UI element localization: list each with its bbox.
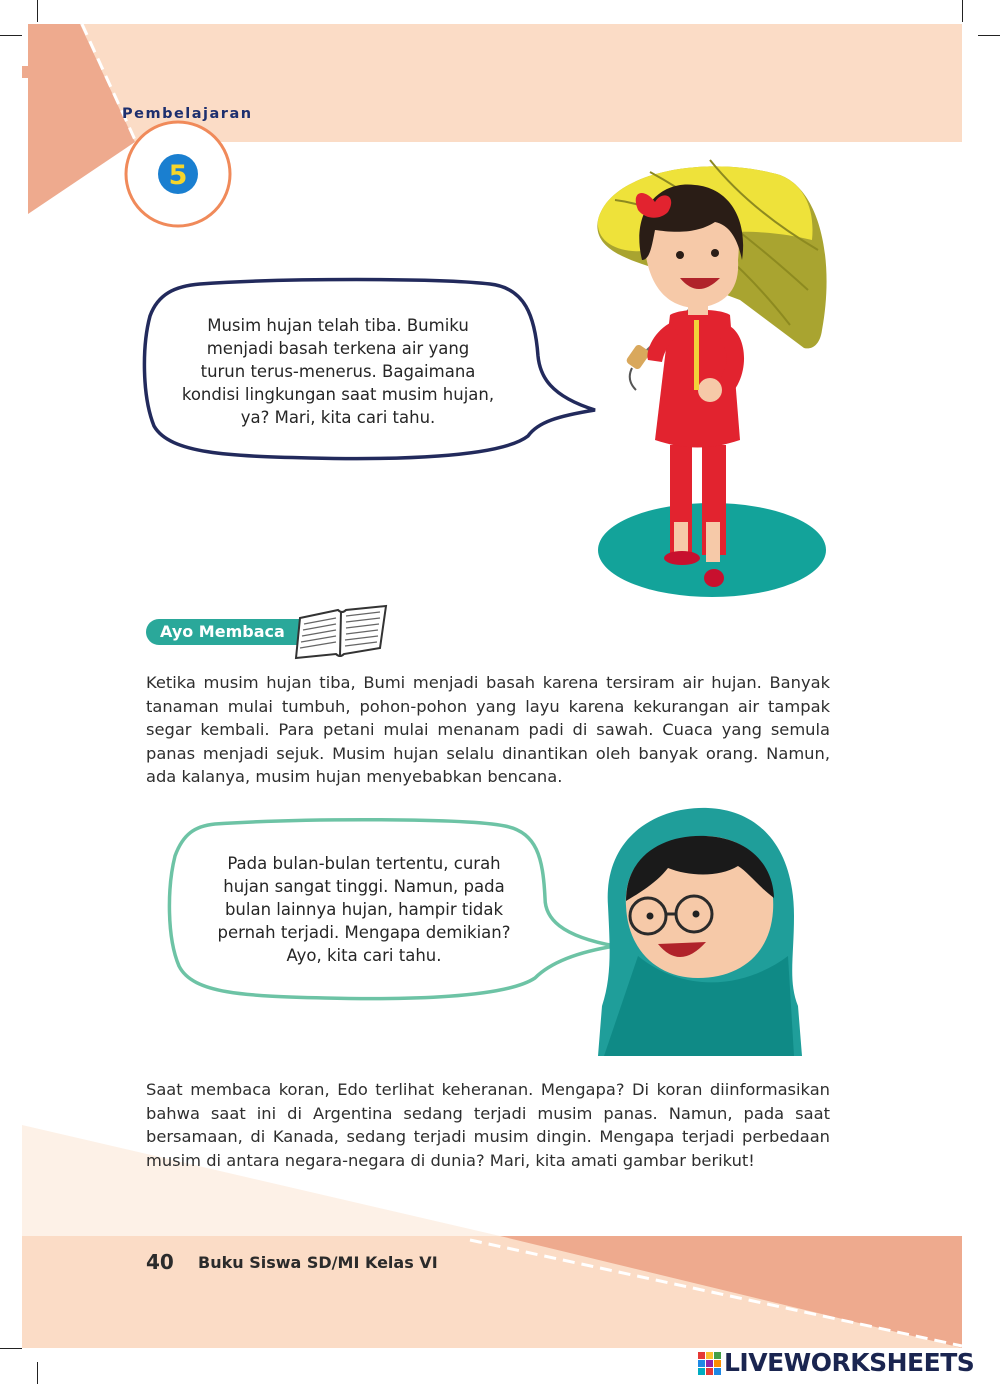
umbrella-handle	[625, 343, 651, 370]
open-book-icon	[294, 602, 392, 660]
boy-raincoat-illustration	[598, 806, 802, 1056]
boy-speech-line: hujan sangat tinggi. Namun, pada	[223, 877, 505, 896]
side-tab	[22, 66, 28, 78]
girl-speech-line: menjadi basah terkena air yang	[206, 339, 470, 358]
girl-speech-line: ya? Mari, kita cari tahu.	[240, 408, 436, 427]
girl-speech-line: turun terus-menerus. Bagaimana	[200, 362, 476, 381]
shoe	[664, 551, 700, 565]
girl-umbrella-illustration	[590, 150, 835, 605]
girl-speech-line: kondisi lingkungan saat musim hujan,	[181, 385, 495, 404]
section-label: Ayo Membaca	[146, 619, 306, 645]
boy-speech-line: Ayo, kita cari tahu.	[286, 946, 442, 965]
girl-speech-text	[168, 314, 508, 429]
page-number: 40	[146, 1250, 174, 1274]
paragraph-edo-newspaper: Saat membaca koran, Edo terlihat keheranan. Mengapa? Di koran diinformasikan bahwa saat ini di Argentina sedang terjadi musim panas. Namun, pada saat bersamaan, di Kanada, sedang terjadi musim dingin. Mengapa terjadi perbedaan musim di antara negara-negara di dunia? Mari, kita amati gambar berikut!	[146, 1080, 830, 1170]
lesson-badge	[122, 106, 253, 230]
liveworksheets-logo[interactable]	[698, 1346, 998, 1380]
boy-speech-text	[194, 852, 534, 967]
book-title: Buku Siswa SD/MI Kelas VI	[198, 1253, 438, 1272]
boy-speech-line: bulan lainnya hujan, hampir tidak	[224, 900, 504, 919]
lesson-number: 5	[168, 160, 188, 191]
shoe	[704, 569, 724, 587]
liveworksheets-icon	[698, 1352, 722, 1376]
liveworksheets-text: LIVEWORKSHEETS	[724, 1348, 975, 1377]
paragraph-rainy-season: Ketika musim hujan tiba, Bumi menjadi basah karena tersiram air hujan. Banyak tanaman mulai tumbuh, pohon-pohon yang layu karena kekurangan air tampak segar kembali. Para petani mulai menanam padi di sawah. Cuaca yang semula panas menjadi sejuk. Musim hujan selalu dinantikan oleh banyak orang. Namun, ada kalanya, musim hujan menyebabkan bencana.	[146, 673, 830, 786]
boy-speech-line: Pada bulan-bulan tertentu, curah	[227, 854, 501, 873]
lesson-word: Pembelajaran	[122, 106, 253, 122]
boy-speech-line: pernah terjadi. Mengapa demikian?	[217, 923, 511, 942]
girl-speech-line: Musim hujan telah tiba. Bumiku	[207, 316, 469, 335]
